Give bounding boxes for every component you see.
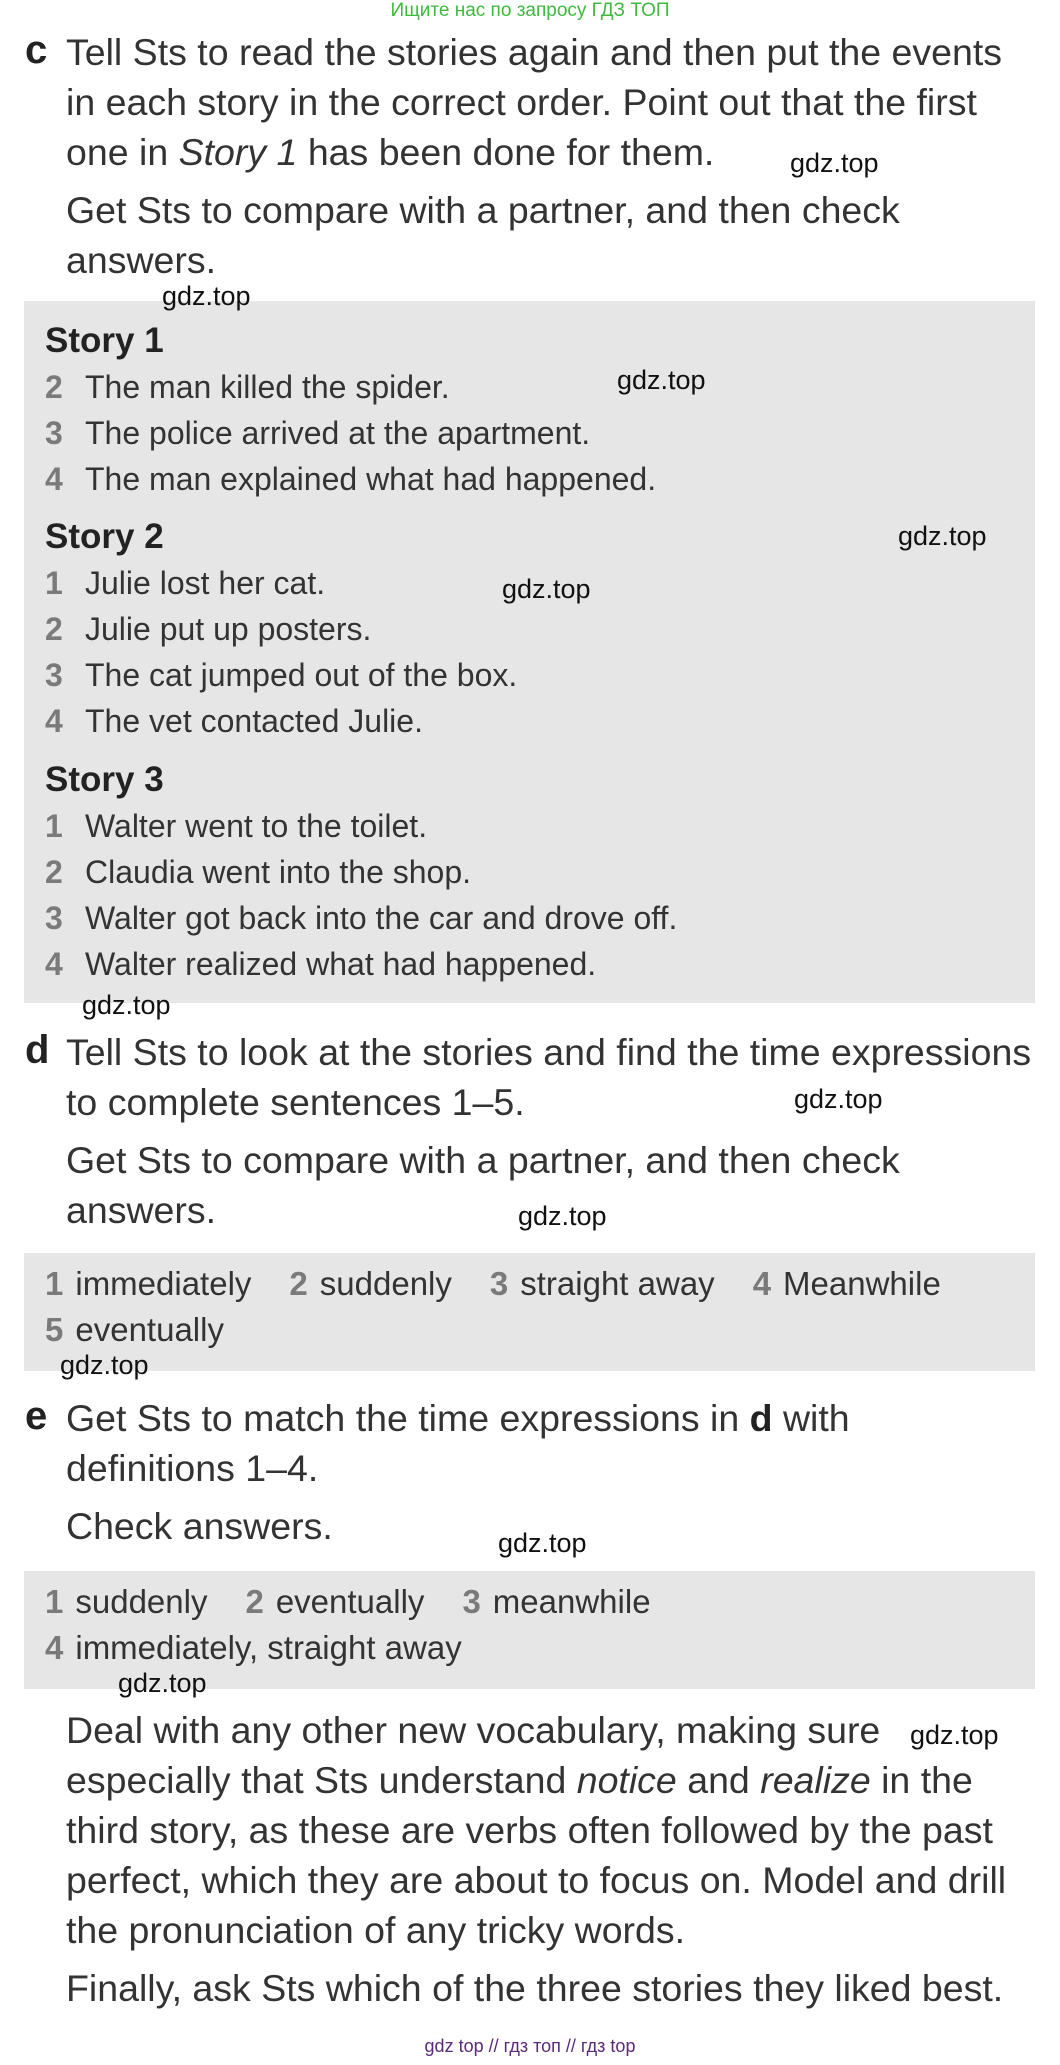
stories-answer-box: [24, 301, 1035, 1003]
item-number: 3: [45, 415, 63, 451]
item-text: Julie put up posters.: [85, 611, 372, 647]
answer-number: 1: [45, 1583, 64, 1620]
story-2-item: [45, 611, 371, 648]
text-fragment: with: [772, 1397, 850, 1439]
answer-text: Meanwhile: [783, 1265, 941, 1302]
text-fragment: and: [676, 1759, 761, 1801]
story-1-item: [45, 415, 590, 452]
top-banner: Ищите нас по запросу ГДЗ ТОП: [390, 0, 670, 21]
answers-e-row-1: [45, 1583, 651, 1621]
watermark: gdz.top: [162, 281, 251, 311]
answer-number: 1: [45, 1265, 64, 1302]
answers-d-row-1: [45, 1265, 941, 1303]
section-c-line-1: Tell Sts to read the stories again and then put the events: [66, 31, 1003, 73]
section-d-line-1: Tell Sts to look at the stories and find the time expressions: [66, 1031, 1032, 1073]
section-letter-d: d: [25, 1028, 50, 1072]
answer-text: immediately: [75, 1265, 252, 1302]
story-3-item: [45, 946, 596, 983]
section-letter-c: c: [25, 28, 48, 72]
watermark: gdz.top: [910, 1720, 999, 1750]
section-c-line-3: [66, 127, 1046, 177]
closing-line-5: the pronunciation of any tricky words.: [66, 1909, 686, 1951]
item-text: The vet contacted Julie.: [85, 703, 423, 739]
answer-number: 3: [462, 1583, 481, 1620]
item-text: The cat jumped out of the box.: [85, 657, 518, 693]
section-e-line-1: [66, 1393, 1046, 1443]
answer-text: straight away: [520, 1265, 715, 1302]
answer-text: immediately, straight away: [75, 1629, 462, 1666]
story-1-heading: Story 1: [45, 321, 164, 360]
text-fragment: one in: [66, 131, 179, 173]
watermark: gdz.top: [794, 1084, 883, 1114]
answers-d-row-2: [45, 1311, 224, 1349]
section-d-line-4: answers.: [66, 1189, 217, 1231]
item-text: The man killed the spider.: [85, 369, 450, 405]
item-number: 2: [45, 611, 63, 647]
story-2-item: [45, 657, 517, 694]
story-3-heading: Story 3: [45, 760, 164, 799]
item-text: Walter realized what had happened.: [85, 946, 597, 982]
vocabulary-word: realize: [760, 1759, 871, 1801]
watermark: gdz.top: [82, 990, 171, 1020]
section-d-line-2: to complete sentences 1–5.: [66, 1081, 525, 1123]
item-text: Claudia went into the shop.: [85, 854, 472, 890]
answer-number: 2: [245, 1583, 264, 1620]
story-1-item: [45, 369, 450, 406]
item-number: 2: [45, 854, 63, 890]
text-fragment: Get Sts to match the time expressions in: [66, 1397, 750, 1439]
watermark: gdz.top: [60, 1350, 149, 1380]
story-1-item: [45, 461, 656, 498]
section-d-line-3: Get Sts to compare with a partner, and then check: [66, 1139, 900, 1181]
watermark: gdz.top: [498, 1528, 587, 1558]
section-c-line-5: answers.: [66, 239, 217, 281]
answer-number: 5: [45, 1311, 64, 1348]
story-2-heading: Story 2: [45, 517, 164, 556]
closing-line-3: third story, as these are verbs often followed by the past: [66, 1809, 993, 1851]
text-fragment: has been done for them.: [297, 131, 715, 173]
item-number: 3: [45, 900, 63, 936]
story-2-item: [45, 703, 423, 740]
section-letter-e: e: [25, 1394, 48, 1438]
section-c-line-4: Get Sts to compare with a partner, and then check: [66, 189, 900, 231]
answer-text: meanwhile: [492, 1583, 651, 1620]
closing-text: [66, 1705, 1046, 2013]
item-text: Walter went to the toilet.: [85, 808, 428, 844]
closing-line-1: Deal with any other new vocabulary, making sure: [66, 1709, 881, 1751]
story-3-item: [45, 808, 427, 845]
watermark: gdz.top: [518, 1201, 607, 1231]
item-text: Julie lost her cat.: [85, 565, 326, 601]
item-number: 4: [45, 461, 63, 497]
closing-line-6: Finally, ask Sts which of the three stories they liked best.: [66, 1967, 1004, 2009]
item-text: The man explained what had happened.: [85, 461, 657, 497]
section-e-line-3: Check answers.: [66, 1505, 333, 1547]
watermark: gdz.top: [790, 148, 879, 178]
section-c-line-2: in each story in the correct order. Point out that the first: [66, 81, 977, 123]
item-number: 1: [45, 808, 63, 844]
answer-number: 4: [45, 1629, 64, 1666]
answer-text: suddenly: [75, 1583, 208, 1620]
answer-text: eventually: [75, 1311, 224, 1348]
item-number: 1: [45, 565, 63, 601]
answer-text: suddenly: [319, 1265, 452, 1302]
answer-number: 4: [752, 1265, 772, 1302]
story-3-item: [45, 854, 471, 891]
answers-d-box: [24, 1253, 1035, 1371]
vocabulary-word: notice: [576, 1759, 677, 1801]
answer-number: 3: [489, 1265, 509, 1302]
item-text: Walter got back into the car and drove off.: [85, 900, 678, 936]
closing-line-4: perfect, which they are about to focus on. Model and drill: [66, 1859, 1007, 1901]
item-number: 4: [45, 946, 63, 982]
section-e-line-2: definitions 1–4.: [66, 1447, 319, 1489]
section-reference: d: [749, 1397, 773, 1439]
story-2-item: [45, 565, 325, 602]
answer-text: eventually: [275, 1583, 425, 1620]
section-c-text: [66, 27, 1046, 285]
watermark: gdz.top: [502, 574, 591, 604]
answer-number: 2: [289, 1265, 308, 1302]
text-fragment: in the: [870, 1759, 973, 1801]
answers-e-row-2: [45, 1629, 462, 1667]
watermark: gdz.top: [898, 521, 987, 551]
footer: gdz top // гдз топ // гдз top: [424, 2036, 636, 2056]
watermark: gdz.top: [118, 1668, 207, 1698]
item-number: 3: [45, 657, 63, 693]
item-number: 4: [45, 703, 63, 739]
text-fragment: especially that Sts understand: [66, 1759, 577, 1801]
item-text: The police arrived at the apartment.: [85, 415, 591, 451]
item-number: 2: [45, 369, 63, 405]
watermark: gdz.top: [617, 365, 706, 395]
story-3-item: [45, 900, 677, 937]
story-reference: Story 1: [178, 131, 298, 173]
closing-line-2: [66, 1755, 1046, 1805]
